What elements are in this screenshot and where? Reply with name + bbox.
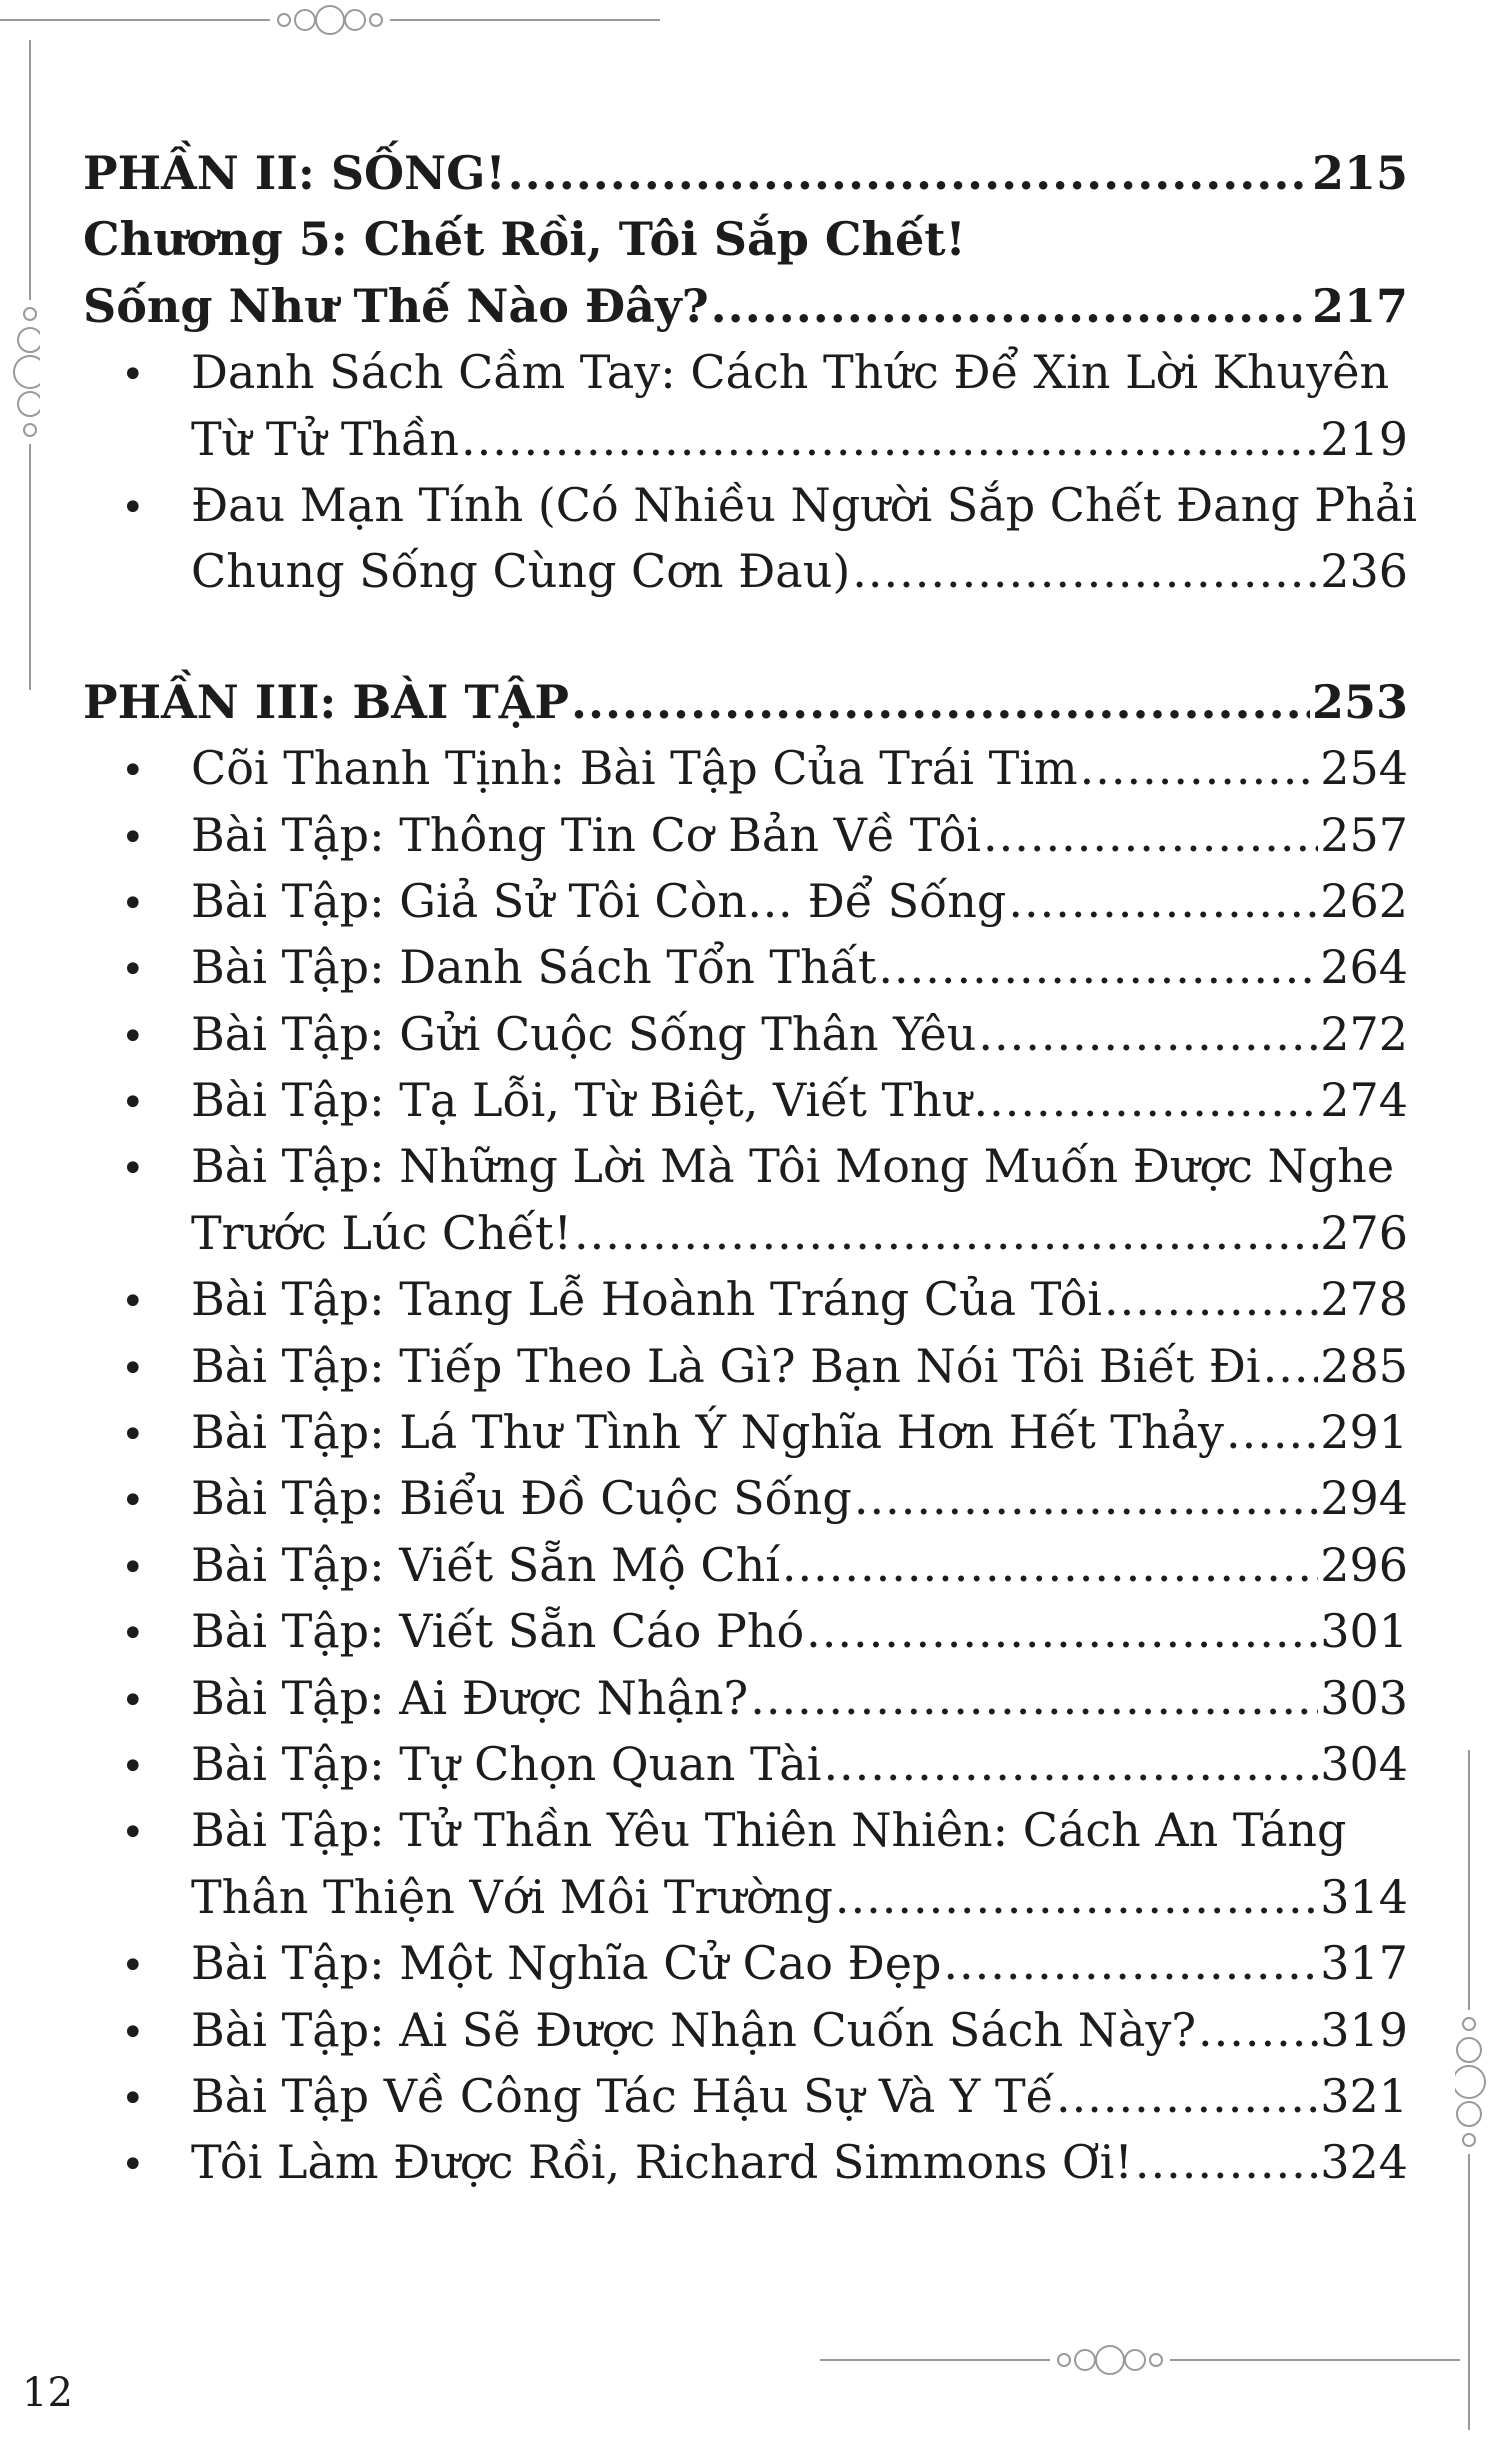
toc-entry-title: Bài Tập: Gửi Cuộc Sống Thân Yêu [191, 1006, 977, 1061]
toc-entry-page: 254 [1320, 741, 1408, 796]
dot-leader [835, 1864, 1318, 1930]
bullet-icon: • [121, 1611, 145, 1658]
dot-leader [1056, 2063, 1318, 2129]
dot-leader [461, 406, 1318, 472]
toc-entry [83, 1266, 1408, 1332]
dot-leader [852, 538, 1318, 604]
bullet-icon: • [121, 814, 145, 861]
dot-leader [1104, 1266, 1318, 1332]
toc-entry-title: Chương 5: Chết Rồi, Tôi Sắp Chết! [83, 212, 966, 267]
toc-entry-page: 301 [1320, 1604, 1408, 1659]
toc-entry [83, 1930, 1408, 1996]
toc-entry [83, 1864, 1408, 1930]
toc-entry-page: 264 [1320, 940, 1408, 995]
toc-entry-title: Bài Tập: Viết Sẵn Mộ Chí [191, 1537, 780, 1592]
toc-entry-title: Bài Tập: Ai Được Nhận? [191, 1670, 749, 1725]
toc-entry-title: Từ Tử Thần [191, 411, 459, 466]
toc-entry-title: Bài Tập: Viết Sẵn Cáo Phó [191, 1604, 805, 1659]
dot-leader [854, 1465, 1318, 1531]
left-ornament [0, 0, 40, 700]
toc-entry-page: 219 [1320, 411, 1408, 466]
toc-entry-title: Cõi Thanh Tịnh: Bài Tập Của Trái Tim [191, 741, 1078, 796]
toc-entry-title: Bài Tập: Giả Sử Tôi Còn… Để Sống [191, 873, 1007, 928]
toc-entry-title: Bài Tập: Biểu Đồ Cuộc Sống [191, 1471, 852, 1526]
toc-entry [83, 1067, 1408, 1133]
toc-entry-title: Sống Như Thế Nào Đây? [83, 278, 709, 333]
toc-entry-page: 314 [1320, 1869, 1408, 1924]
toc-entry-page: 257 [1320, 807, 1408, 862]
bullet-icon: • [121, 1146, 145, 1193]
toc-entry-page: 285 [1320, 1338, 1408, 1393]
toc-entry-title: Bài Tập: Ai Sẽ Được Nhận Cuốn Sách Này? [191, 2002, 1197, 2057]
bullet-icon: • [121, 2075, 145, 2122]
bullet-icon: • [121, 1080, 145, 1127]
bullet-icon: • [121, 2142, 145, 2189]
toc-entry [83, 472, 1417, 538]
toc-entry-page: 262 [1320, 873, 1408, 928]
dot-leader [711, 273, 1310, 339]
toc-entry [83, 406, 1408, 472]
bullet-icon: • [121, 1810, 145, 1857]
toc-entry [83, 1997, 1408, 2063]
dot-leader [978, 1001, 1318, 1067]
dot-leader [1008, 868, 1318, 934]
toc-entry-page: 321 [1320, 2068, 1408, 2123]
toc-entry-page: 215 [1311, 146, 1408, 200]
toc-entry [83, 1465, 1408, 1531]
toc-entry [83, 802, 1408, 868]
bullet-icon: • [121, 880, 145, 927]
toc-entry-title: PHẦN II: SỐNG! [83, 146, 506, 200]
dot-leader [806, 1598, 1318, 1664]
top-ornament [0, 0, 700, 40]
toc-section-heading [83, 206, 1408, 272]
toc-entry [83, 2129, 1408, 2195]
toc-entry-title: Bài Tập: Tiếp Theo Là Gì? Bạn Nói Tôi Biết Đi [191, 1338, 1261, 1393]
dot-leader [571, 669, 1310, 735]
bullet-icon: • [121, 1013, 145, 1060]
bullet-icon: • [121, 1279, 145, 1326]
toc-entry-title: Danh Sách Cầm Tay: Cách Thức Để Xin Lời Khuyên [191, 345, 1390, 400]
toc-section-heading [83, 669, 1408, 735]
toc-entry-page: 291 [1320, 1405, 1408, 1460]
bullet-icon: • [121, 1743, 145, 1790]
toc-entry-title: PHẦN III: BÀI TẬP [83, 674, 569, 729]
toc-entry [83, 1598, 1408, 1664]
toc-entry-page: 294 [1320, 1471, 1408, 1526]
toc-section-heading [83, 140, 1408, 206]
toc-entry [83, 1797, 1408, 1863]
bullet-icon: • [121, 1412, 145, 1459]
toc-entry-title: Thân Thiện Với Môi Trường [191, 1869, 833, 1924]
toc-entry-page: 217 [1311, 278, 1408, 333]
dot-leader [574, 1200, 1318, 1266]
toc-entry [83, 1731, 1408, 1797]
dot-leader [1198, 1997, 1318, 2063]
toc-entry [83, 868, 1408, 934]
bottom-ornament [820, 2340, 1499, 2380]
toc-entry-page: 304 [1320, 1736, 1408, 1791]
bullet-icon: • [121, 1544, 145, 1591]
toc-entry-page: 296 [1320, 1537, 1408, 1592]
toc-entry-page: 278 [1320, 1272, 1408, 1327]
dot-leader [1226, 1399, 1318, 1465]
dot-leader [943, 1930, 1318, 1996]
toc-entry-page: 317 [1320, 1936, 1408, 1991]
toc-entry-page: 303 [1320, 1670, 1408, 1725]
toc-entry-page: 272 [1320, 1006, 1408, 1061]
toc-entry-page: 276 [1320, 1205, 1408, 1260]
page-number: 12 [22, 2370, 73, 2416]
toc-entry [83, 1399, 1408, 1465]
toc-entry-title: Bài Tập: Những Lời Mà Tôi Mong Muốn Được Nghe [191, 1139, 1395, 1194]
bullet-icon: • [121, 1943, 145, 1990]
toc-entry-title: Bài Tập Về Công Tác Hậu Sự Và Y Tế [191, 2068, 1054, 2123]
toc-entry [83, 1532, 1408, 1598]
toc-entry [83, 1133, 1408, 1199]
toc-entry-title: Bài Tập: Tự Chọn Quan Tài [191, 1736, 822, 1791]
toc-entry [83, 2063, 1408, 2129]
toc-entry [83, 1001, 1408, 1067]
bullet-icon: • [121, 1345, 145, 1392]
toc-entry-title: Bài Tập: Tạ Lỗi, Từ Biệt, Viết Thư [191, 1073, 972, 1128]
bullet-icon: • [121, 484, 145, 531]
toc-entry-title: Trước Lúc Chết! [191, 1205, 573, 1260]
dot-leader [823, 1731, 1318, 1797]
toc-entry [83, 735, 1408, 801]
toc-entry [83, 538, 1408, 604]
dot-leader [508, 140, 1310, 206]
table-of-contents [83, 140, 1417, 2196]
bullet-icon: • [121, 2009, 145, 2056]
toc-entry-title: Bài Tập: Một Nghĩa Cử Cao Đẹp [191, 1936, 942, 1991]
section-spacer [83, 605, 1408, 669]
toc-entry [83, 934, 1408, 1000]
toc-entry-title: Chung Sống Cùng Cơn Đau) [191, 544, 851, 599]
toc-entry [83, 1333, 1408, 1399]
right-ornament [1455, 1750, 1499, 2440]
dot-leader [983, 802, 1318, 868]
dot-leader [878, 934, 1318, 1000]
dot-leader [1080, 735, 1319, 801]
toc-entry-page: 324 [1320, 2135, 1408, 2190]
dot-leader [1263, 1333, 1319, 1399]
toc-entry [83, 339, 1408, 405]
bullet-icon: • [121, 1478, 145, 1525]
toc-entry-title: Tôi Làm Được Rồi, Richard Simmons Ơi! [191, 2135, 1133, 2190]
toc-section-heading [83, 273, 1408, 339]
toc-entry-title: Bài Tập: Lá Thư Tình Ý Nghĩa Hơn Hết Thảy [191, 1405, 1225, 1460]
toc-entry-title: Đau Mạn Tính (Có Nhiều Người Sắp Chết Đang Phải [191, 477, 1417, 532]
bullet-icon: • [121, 947, 145, 994]
toc-entry-title: Bài Tập: Tang Lễ Hoành Tráng Của Tôi [191, 1272, 1103, 1327]
dot-leader [973, 1067, 1318, 1133]
dot-leader [1135, 2129, 1318, 2195]
bullet-icon: • [121, 748, 145, 795]
bullet-icon: • [121, 1677, 145, 1724]
toc-entry-page: 236 [1320, 544, 1408, 599]
toc-entry-title: Bài Tập: Thông Tin Cơ Bản Về Tôi [191, 807, 982, 862]
toc-entry [83, 1200, 1408, 1266]
toc-entry-page: 319 [1320, 2002, 1408, 2057]
dot-leader [782, 1532, 1318, 1598]
toc-entry-title: Bài Tập: Danh Sách Tổn Thất [191, 940, 877, 995]
bullet-icon: • [121, 352, 145, 399]
toc-entry-page: 274 [1320, 1073, 1408, 1128]
toc-entry-page: 253 [1311, 674, 1408, 729]
dot-leader [750, 1665, 1318, 1731]
toc-entry-title: Bài Tập: Tử Thần Yêu Thiên Nhiên: Cách An Táng [191, 1803, 1347, 1858]
toc-entry [83, 1665, 1408, 1731]
